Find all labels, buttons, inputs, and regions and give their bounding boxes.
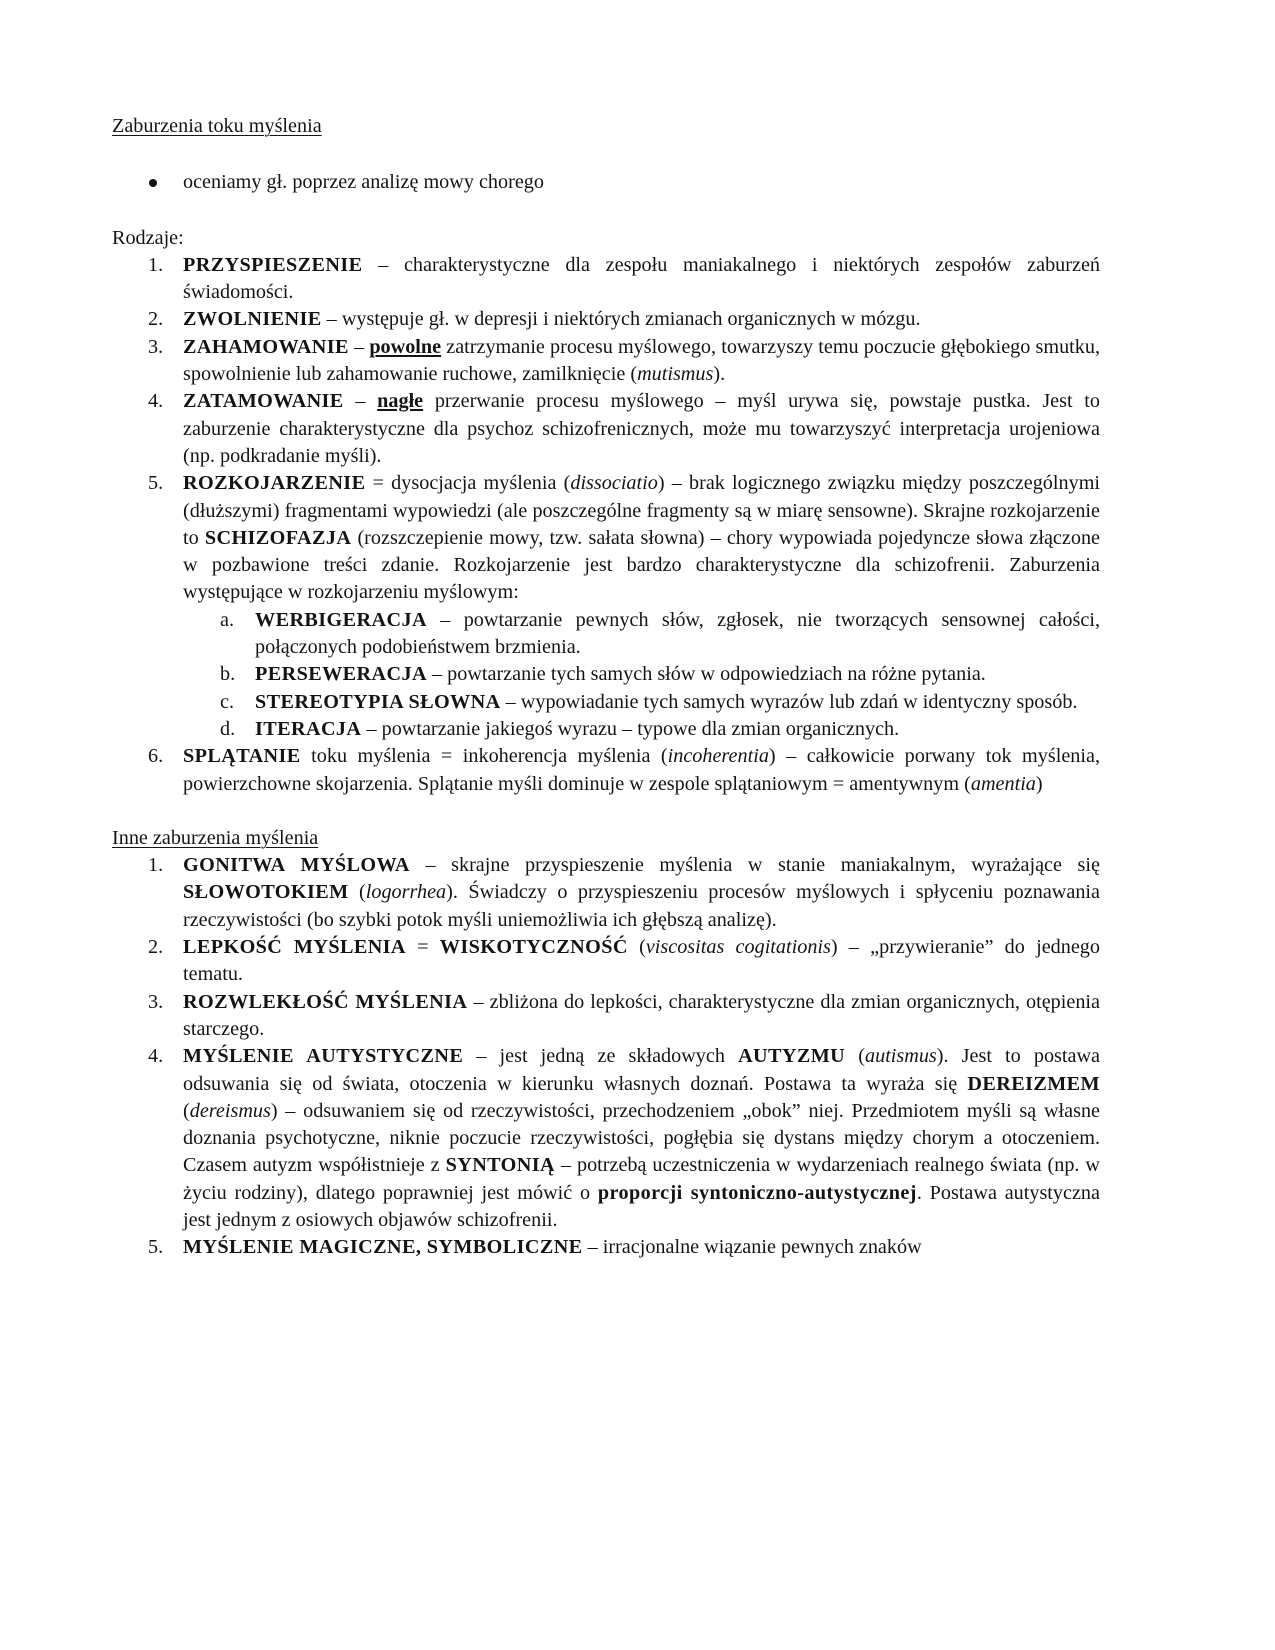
list-number: 5.: [148, 472, 164, 495]
definition: – powtarzanie jakiegoś wyrazu – typowe dla zmian organicznych.: [361, 717, 900, 740]
term: ZATAMOWANIE: [183, 390, 344, 413]
definition: – zbliżona do lepkości, charakterystyczne dla zmian organicznych, otępienia starczego.: [183, 990, 1100, 1040]
definition: (: [348, 881, 366, 904]
list-number: 1.: [148, 253, 164, 276]
definition: toku myślenia = inkoherencja myślenia (: [300, 745, 668, 768]
term: WISKOTYCZNOŚĆ: [439, 936, 628, 959]
list-number: 3.: [148, 335, 164, 358]
term: STEREOTYPIA SŁOWNA: [255, 690, 501, 713]
term: SŁOWOTOKIEM: [183, 881, 349, 904]
sub-list: [183, 607, 1100, 743]
definition: = dysocjacja myślenia (: [365, 472, 571, 495]
latin-term: logorrhea: [365, 881, 447, 904]
definition: – skrajne przyspieszenie myślenia w stanie maniakalnym, wyrażające się: [409, 854, 1100, 877]
term: MYŚLENIE AUTYSTYCZNE: [183, 1045, 464, 1068]
types-list: [112, 252, 1100, 798]
definition: ) – brak logicznego związku między poszczególnymi (dłuższymi) fragmentami wypowiedzi (ale poszczególne fragmenty są w miarę sensowne). Skrajne rozkojarzenie to: [183, 472, 1101, 549]
definition: . Postawa autystyczna jest jednym z osiowych objawów schizofrenii.: [183, 1181, 1100, 1231]
definition: – powtarzanie pewnych słów, zgłosek, nie tworzących sensownej całości, połączonych podobieństwem brzmienia.: [255, 608, 1100, 659]
sub-item-stereotypia: [183, 689, 1100, 716]
definition: (: [845, 1045, 865, 1068]
list-item-zahamowanie: [112, 334, 1100, 389]
latin-term: amentia: [970, 772, 1036, 795]
term: ZAHAMOWANIE: [183, 335, 349, 358]
section-heading-thought-process-disorders: Zaburzenia toku myślenia: [112, 115, 322, 137]
term: PRZYSPIESZENIE: [183, 253, 363, 276]
definition: – potrzebą uczestniczenia w wydarzeniach realnego świata (np. w życiu rodziny), dlatego poprawniej jest mówić o: [183, 1154, 1100, 1204]
definition: (rozszczepienie mowy, tzw. sałata słowna) – chory wypowiada pojedyncze słowa złączone w pozbawione treści zdanie. Rozkojarzenie jest bardzo charakterystyczne dla schizofrenii. Zaburzenia występujące w rozkojarzeniu myślowym:: [183, 526, 1100, 604]
list-item-lepkosc: [112, 934, 1100, 989]
section-heading-other-disorders: Inne zaburzenia myślenia: [112, 826, 319, 849]
separator: –: [348, 335, 370, 358]
term: WERBIGERACJA: [255, 608, 427, 631]
list-item-zatamowanie: [112, 388, 1100, 470]
list-item-splatanie: [112, 743, 1100, 798]
list-letter: a.: [220, 608, 235, 631]
definition: ) – odsuwaniem się od rzeczywistości, przechodzeniem „obok” niej. Przedmiotem myśli są własne doznania psychotyczne, niknie poczucie rzeczywistości, pogłębia się dystans między chorym a otoczeniem. Czasem autyzm współistnieje z: [183, 1099, 1100, 1177]
definition: zatrzymanie procesu myślowego, towarzyszy temu poczucie głębokiego smutku, spowolnienie lub zahamowanie ruchowe, zamilknięcie (: [183, 335, 1101, 386]
latin-term: viscositas cogitationis: [645, 936, 831, 959]
list-number: 5.: [148, 1236, 164, 1259]
separator: –: [343, 390, 378, 413]
list-number: 4.: [148, 1045, 164, 1068]
sub-item-perseweracja: [183, 661, 1100, 688]
list-item-rozwleklosc: [112, 989, 1100, 1044]
definition: – powtarzanie tych samych słów w odpowiedziach na różne pytania.: [426, 663, 986, 686]
list-number: 6.: [148, 745, 164, 768]
term: ROZWLEKŁOŚĆ MYŚLENIA: [183, 990, 468, 1013]
definition: =: [405, 936, 440, 959]
bullet-text: oceniamy gł. poprzez analizę mowy chorego: [183, 171, 544, 194]
latin-term: dissociatio: [570, 472, 658, 495]
definition: ). Świadczy o przyspieszeniu procesów myślowych i spłyceniu poznawania rzeczywistości (bo szybki potok myśli uniemożliwia ich głębszą analizę).: [183, 881, 1100, 931]
sub-item-werbigeracja: [183, 607, 1100, 662]
term: proporcji syntoniczno-autystycznej: [597, 1181, 917, 1204]
definition: (: [183, 1099, 190, 1122]
list-number: 2.: [148, 936, 164, 959]
list-number: 2.: [148, 308, 164, 331]
document-page: [112, 113, 1100, 1262]
term: DEREIZMEM: [967, 1072, 1100, 1095]
term: MYŚLENIE MAGICZNE, SYMBOLICZNE: [183, 1236, 583, 1259]
types-label: Rodzaje:: [112, 226, 184, 249]
definition: – wypowiadanie tych samych wyrazów lub zdań w identyczny sposób.: [500, 690, 1078, 713]
definition: przerwanie procesu myślowego – myśl urywa się, powstaje pustka. Jest to zaburzenie charakterystyczne dla psychoz schizofrenicznych, może mu towarzyszyć interpretacja urojeniowa (np. podkradanie myśli).: [183, 390, 1100, 467]
list-item-zwolnienie: [112, 306, 1100, 333]
list-item-rozkojarzenie: [112, 470, 1100, 743]
definition: (: [627, 936, 646, 959]
list-item-myslenie-magiczne: [112, 1234, 1100, 1261]
bullet-icon: [149, 179, 157, 187]
list-number: 4.: [148, 390, 164, 413]
term: SYNTONIĄ: [445, 1154, 555, 1177]
definition: – występuje gł. w depresji i niektórych zmianach organicznych w mózgu.: [321, 308, 921, 331]
list-item-myslenie-autystyczne: [112, 1043, 1100, 1234]
definition: ). Jest to postawa odsuwania się od świata, otoczenia w kierunku własnych doznań. Postawa ta wyraża się: [183, 1045, 1101, 1095]
list-number: 3.: [148, 990, 164, 1013]
sub-item-iteracja: [183, 716, 1100, 743]
term: PERSEWERACJA: [255, 663, 427, 686]
term: ROZKOJARZENIE: [183, 472, 366, 495]
definition: – irracjonalne wiązanie pewnych znaków: [582, 1236, 922, 1259]
latin-term: autismus: [865, 1045, 937, 1068]
definition-tail: ).: [713, 363, 726, 386]
definition: ) – całkowicie porwany tok myślenia, powierzchowne skojarzenia. Splątanie myśli dominuje w zespole splątaniowym = amentywnym (: [183, 745, 1100, 795]
term: SCHIZOFAZJA: [204, 526, 352, 549]
term: ZWOLNIENIE: [183, 308, 322, 331]
list-letter: d.: [220, 717, 236, 740]
list-letter: c.: [220, 690, 235, 713]
bullet-item: [112, 169, 1100, 196]
definition-tail: ): [1035, 772, 1043, 795]
list-item-przyspieszenie: [112, 252, 1100, 307]
latin-term: incoherentia: [667, 745, 769, 768]
term: AUTYZMU: [738, 1045, 846, 1068]
term: ITERACJA: [255, 717, 362, 740]
bullet-list: [112, 169, 1100, 196]
term: SPLĄTANIE: [183, 745, 301, 768]
emphasis: powolne: [369, 335, 442, 358]
list-letter: b.: [220, 663, 236, 686]
definition: ) – „przywieranie” do jednego tematu.: [183, 936, 1100, 986]
list-item-gonitwa-myslowa: [112, 852, 1100, 934]
term: LEPKOŚĆ MYŚLENIA: [183, 936, 406, 959]
latin-term: dereismus: [189, 1099, 271, 1122]
other-disorders-list: [112, 852, 1100, 1261]
term: GONITWA MYŚLOWA: [183, 854, 410, 877]
latin-term: mutismus: [637, 363, 714, 386]
emphasis: nagłe: [377, 390, 424, 413]
definition: – charakterystyczne dla zespołu maniakalnego i niektórych zespołów zaburzeń świadomości.: [183, 253, 1100, 304]
list-number: 1.: [148, 854, 164, 877]
definition: – jest jedną ze składowych: [463, 1045, 739, 1068]
